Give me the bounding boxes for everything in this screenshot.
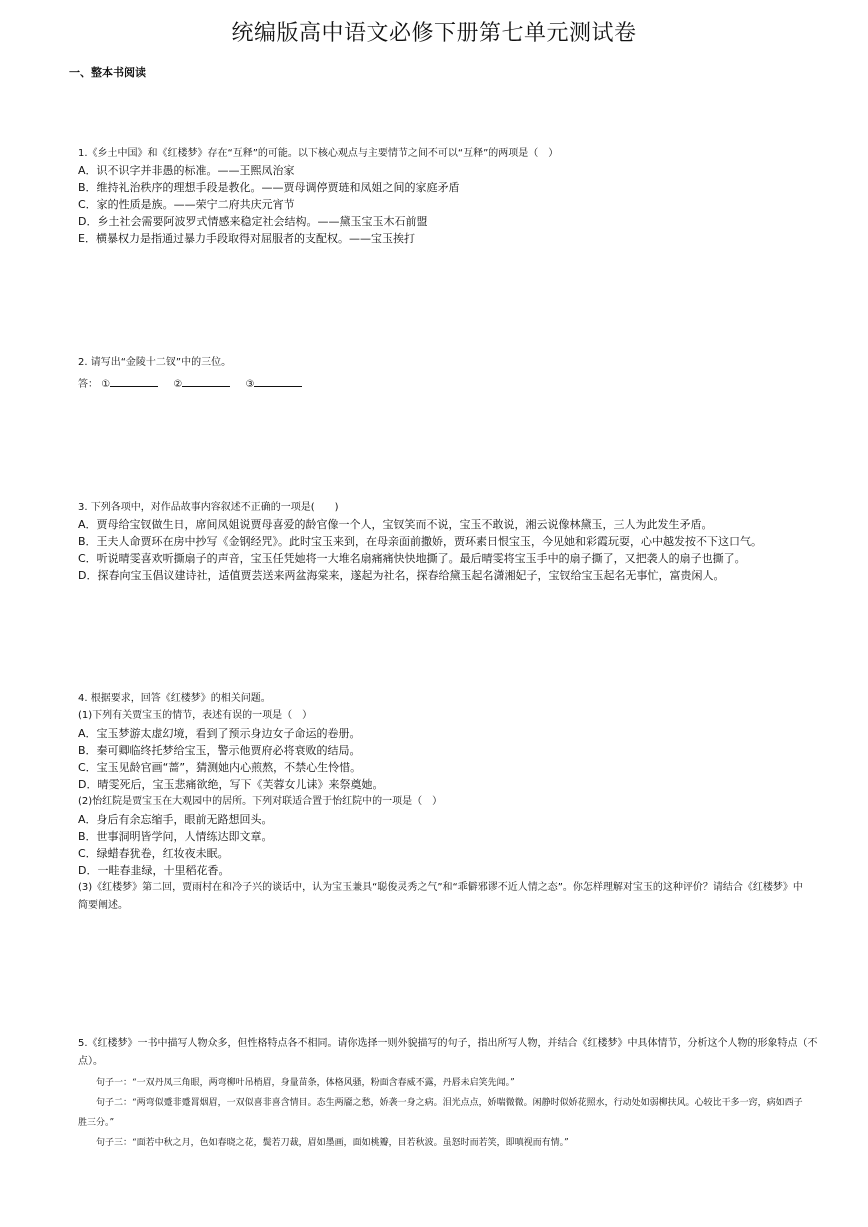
option-d: D．乡土社会需要阿波罗式情感来稳定社会结构。——黛玉宝玉木石前盟: [78, 215, 428, 228]
answer-line: [78, 375, 830, 394]
blank-marker-2: ②: [173, 379, 183, 390]
question-4: [78, 690, 830, 915]
sub2-option-c: C．绿蜡春犹卷，红妆夜未眠。: [78, 847, 229, 860]
sub2-option-b: B．世事洞明皆学问，人情练达即文章。: [78, 830, 273, 843]
option-b: B．王夫人命贾环在房中抄写《金钢经咒》。此时宝玉来到，在母亲面前撒娇，贾环素日恨宝玉，今见她和彩霞玩耍，心中越发按不下这口气。: [78, 535, 763, 548]
sentence-2-continued: 胜三分。”: [78, 1118, 115, 1128]
sentence-3: 句子三：“面若中秋之月，色如春晓之花，鬓若刀裁，眉如墨画，面如桃瓣，目若秋波。虽怒时而若笑，即嗔视而有情。”: [96, 1138, 569, 1148]
option-a: A．识不识字并非愚的标准。——王熙凤治家: [78, 164, 295, 177]
sub-question-1: (1)下列有关贾宝玉的情节，表述有误的一项是（ ）: [78, 710, 313, 721]
question-3: [78, 499, 830, 584]
option-e: E．横暴权力是指通过暴力手段取得对屈服者的支配权。——宝玉挨打: [78, 232, 415, 245]
question-2: [78, 354, 830, 394]
question-stem-continued: 点）。: [78, 1056, 103, 1067]
sentence-1: 句子一：“一双丹凤三角眼，两弯柳叶吊梢眉，身量苗条，体格风骚，粉面含春威不露，丹唇未启笑先闻。”: [96, 1078, 515, 1088]
option-a: A．贾母给宝钗做生日，席间凤姐说贾母喜爱的龄官像一个人，宝钗笑而不说，宝玉不敢说，湘云说像林黛玉，三人为此发生矛盾。: [78, 518, 713, 531]
sub1-option-c: C．宝玉见龄官画“蔷”，猜测她内心煎熬，不禁心生怜惜。: [78, 761, 362, 774]
sub-question-3-continued: 简要阐述。: [78, 900, 128, 911]
option-b: B．维持礼治秩序的理想手段是教化。——贾母调停贾琏和凤姐之间的家庭矛盾: [78, 181, 460, 194]
sub1-option-a: A．宝玉梦游太虚幻境，看到了预示身边女子命运的卷册。: [78, 727, 361, 740]
sub1-option-b: B．秦可卿临终托梦给宝玉，警示他贾府必将衰败的结局。: [78, 744, 361, 757]
sub-question-2: (2)怡红院是贾宝玉在大观园中的居所。下列对联适合置于怡红院中的一项是（ ）: [78, 796, 443, 807]
answer-blank-1[interactable]: [110, 375, 158, 387]
page-title: 统编版高中语文必修下册第七单元测试卷: [231, 21, 637, 46]
option-c: C．听说晴雯喜欢听撕扇子的声音，宝玉任凭她将一大堆名扇痛痛快快地撕了。最后晴雯将宝玉手中的扇子撕了，又把袭人的扇子也撕了。: [78, 552, 746, 565]
question-1: [78, 145, 830, 247]
question-5: [78, 1035, 830, 1153]
question-stem: 4. 根据要求，回答《红楼梦》的相关问题。: [78, 693, 271, 704]
answer-blank-2[interactable]: [182, 375, 230, 387]
blank-marker-3: ③: [245, 379, 255, 390]
question-stem: 3. 下列各项中，对作品故事内容叙述不正确的一项是( ): [78, 502, 339, 513]
sentence-2: 句子二：“两弯似蹙非蹙罥烟眉，一双似喜非喜含情目。态生两靥之愁，娇袭一身之病。泪光点点，娇喘微微。闲静时似娇花照水，行动处如弱柳扶风。心较比干多一窍，病如西子: [96, 1098, 803, 1108]
sub1-option-d: D．晴雯死后，宝玉悲痛欲绝，写下《芙蓉女儿诔》来祭奠她。: [78, 778, 384, 791]
option-d: D．探春向宝玉倡议建诗社，适值贾芸送来两盆海棠来，遂起为社名，探春给黛玉起名潇湘妃子，宝钗给宝玉起名无事忙，富贵闲人。: [78, 569, 725, 582]
question-stem: 2. 请写出“金陵十二钗”中的三位。: [78, 357, 232, 368]
question-stem: 1.《乡土中国》和《红楼梦》存在“互释”的可能。以下核心观点与主要情节之间不可以“互释”的两项是（ ）: [78, 148, 559, 159]
sub2-option-d: D．一畦春韭绿，十里稻花香。: [78, 864, 230, 877]
answer-label: 答：: [78, 379, 98, 390]
sub2-option-a: A．身后有余忘缩手，眼前无路想回头。: [78, 813, 273, 826]
answer-blank-3[interactable]: [254, 375, 302, 387]
sub-question-3: (3)《红楼梦》第二回，贾雨村在和冷子兴的谈话中，认为宝玉兼具“聪俊灵秀之气”和“乖僻邪谬不近人情之态”。你怎样理解对宝玉的这种评价？请结合《红楼梦》中: [78, 882, 803, 893]
blank-marker-1: ①: [101, 379, 111, 390]
section-heading: 一、整本书阅读: [69, 66, 146, 79]
option-c: C．家的性质是族。——荣宁二府共庆元宵节: [78, 198, 295, 211]
question-stem: 5.《红楼梦》一书中描写人物众多，但性格特点各不相同。请你选择一则外貌描写的句子，指出所写人物，并结合《红楼梦》中具体情节，分析这个人物的形象特点（不: [78, 1038, 818, 1049]
